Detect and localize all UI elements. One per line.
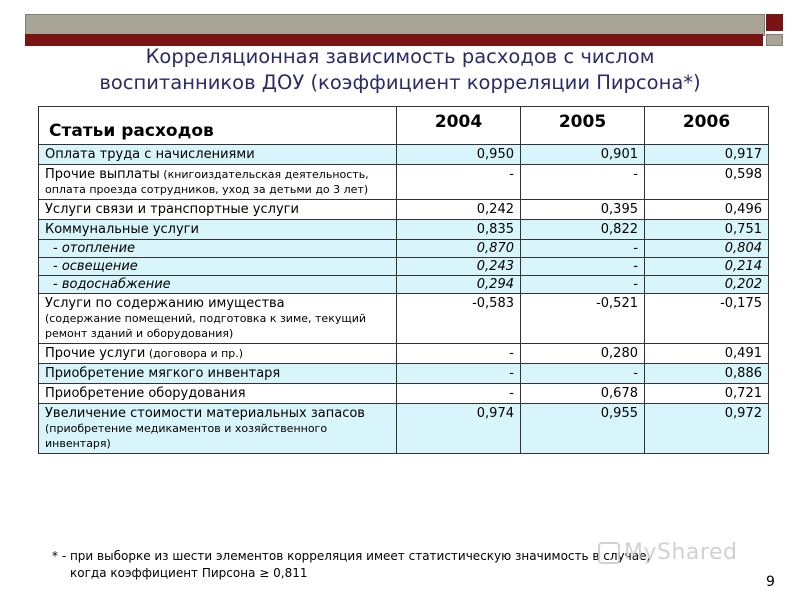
expense-item-cell	[39, 145, 397, 165]
coefficient-value: -	[521, 364, 645, 384]
expense-item-label: Прочие услуги	[45, 346, 146, 361]
coefficient-value: 0,243	[397, 258, 521, 276]
table-row	[39, 276, 769, 294]
expense-item-cell	[39, 220, 397, 240]
watermark-logo-icon	[598, 542, 620, 564]
header-expense-items: Статьи расходов	[39, 107, 397, 145]
expense-item-label: - водоснабжение	[53, 277, 171, 292]
footnote-line-1: * - при выборке из шести элементов корреляция имеет статистическую значимость в случае,	[52, 549, 651, 563]
watermark	[598, 540, 737, 565]
header-year-2004: 2004	[397, 107, 521, 145]
expense-item-cell	[39, 200, 397, 220]
table-header-row	[39, 107, 769, 145]
table-row	[39, 200, 769, 220]
coefficient-value: -	[397, 384, 521, 404]
footnote-line-2: когда коэффициент Пирсона ≥ 0,811	[70, 566, 308, 580]
table-row	[39, 404, 769, 454]
coefficient-value: 0,835	[397, 220, 521, 240]
coefficient-value: -	[397, 165, 521, 200]
header-bar-gray	[25, 14, 765, 36]
table-row	[39, 384, 769, 404]
coefficient-value: 0,294	[397, 276, 521, 294]
expense-item-cell	[39, 258, 397, 276]
coefficient-value: -	[521, 165, 645, 200]
coefficient-value: 0,496	[645, 200, 769, 220]
coefficient-value: 0,242	[397, 200, 521, 220]
expense-item-cell	[39, 165, 397, 200]
correlation-table	[38, 106, 769, 454]
header-year-2005: 2005	[521, 107, 645, 145]
expense-item-label: Увеличение стоимости материальных запасов	[45, 406, 365, 421]
expense-item-cell	[39, 364, 397, 384]
expense-item-cell	[39, 276, 397, 294]
coefficient-value: 0,214	[645, 258, 769, 276]
table-row	[39, 294, 769, 344]
corner-square-dark	[766, 14, 783, 31]
coefficient-value: 0,870	[397, 240, 521, 258]
coefficient-value: -	[521, 240, 645, 258]
coefficient-value: 0,972	[645, 404, 769, 454]
coefficient-value: 0,202	[645, 276, 769, 294]
expense-item-cell	[39, 344, 397, 364]
table-row	[39, 258, 769, 276]
page-number: 9	[766, 574, 775, 590]
coefficient-value: -	[397, 344, 521, 364]
title-line-2: воспитанников ДОУ (коэффициент корреляции Пирсона*)	[99, 71, 701, 94]
coefficient-value: 0,917	[645, 145, 769, 165]
expense-item-cell	[39, 294, 397, 344]
coefficient-value: 0,598	[645, 165, 769, 200]
expense-item-cell	[39, 384, 397, 404]
coefficient-value: -	[397, 364, 521, 384]
coefficient-value: 0,751	[645, 220, 769, 240]
expense-item-cell	[39, 404, 397, 454]
coefficient-value: 0,974	[397, 404, 521, 454]
expense-item-note: (договора и пр.)	[145, 347, 244, 360]
expense-item-label: - отопление	[53, 241, 136, 256]
coefficient-value: 0,280	[521, 344, 645, 364]
coefficient-value: -	[521, 258, 645, 276]
coefficient-value: -0,175	[645, 294, 769, 344]
slide-title	[40, 44, 760, 96]
table-row	[39, 220, 769, 240]
title-line-1: Корреляционная зависимость расходов с числом	[145, 45, 655, 68]
expense-item-label: Услуги по содержанию имущества	[45, 296, 285, 311]
expense-item-note: (книгоиздательская деятельность, оплата проезда сотрудников, уход за детьми до 3 лет)	[45, 168, 369, 196]
header-year-2006: 2006	[645, 107, 769, 145]
expense-item-label: Услуги связи и транспортные услуги	[45, 202, 299, 217]
expense-item-label: - освещение	[53, 259, 138, 274]
expense-item-cell	[39, 240, 397, 258]
coefficient-value: 0,721	[645, 384, 769, 404]
coefficient-value: 0,901	[521, 145, 645, 165]
table-row	[39, 364, 769, 384]
coefficient-value: 0,491	[645, 344, 769, 364]
table-row	[39, 145, 769, 165]
expense-item-label: Коммунальные услуги	[45, 222, 199, 237]
expense-item-label: Прочие выплаты	[45, 167, 160, 182]
coefficient-value: 0,678	[521, 384, 645, 404]
coefficient-value: 0,950	[397, 145, 521, 165]
expense-item-label: Приобретение оборудования	[45, 386, 246, 401]
expense-item-note: (приобретение медикаментов и хозяйственного инвентаря)	[45, 422, 328, 450]
corner-square-gray	[766, 34, 783, 46]
table-row	[39, 165, 769, 200]
coefficient-value: 0,804	[645, 240, 769, 258]
coefficient-value: -0,583	[397, 294, 521, 344]
coefficient-value: -	[521, 276, 645, 294]
expense-item-label: Приобретение мягкого инвентаря	[45, 366, 281, 381]
table-row	[39, 344, 769, 364]
table-row	[39, 240, 769, 258]
expense-item-note: (содержание помещений, подготовка к зиме, текущий ремонт зданий и оборудования)	[45, 312, 367, 340]
coefficient-value: -0,521	[521, 294, 645, 344]
coefficient-value: 0,886	[645, 364, 769, 384]
expense-item-label: Оплата труда с начислениями	[45, 147, 255, 162]
watermark-text: MyShared	[624, 540, 738, 565]
coefficient-value: 0,955	[521, 404, 645, 454]
coefficient-value: 0,395	[521, 200, 645, 220]
coefficient-value: 0,822	[521, 220, 645, 240]
